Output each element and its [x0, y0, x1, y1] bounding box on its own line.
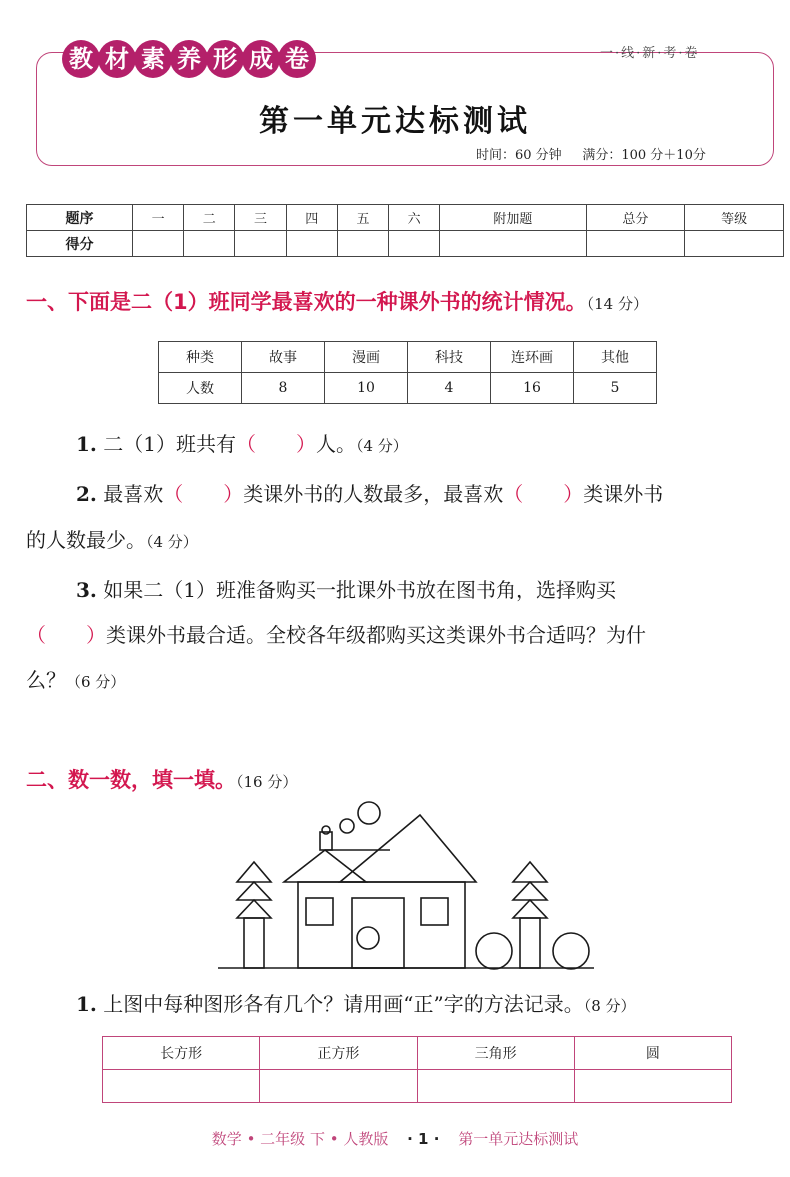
- page-number: · 1 ·: [407, 1130, 440, 1148]
- tree-trunk: [244, 918, 264, 968]
- table-cell: 10: [325, 373, 408, 404]
- table-cell: 正方形: [260, 1037, 417, 1070]
- answer-blank[interactable]: （ ）: [26, 623, 106, 647]
- section2-heading: [26, 764, 297, 794]
- question-1-1: [76, 428, 408, 457]
- header-rule: [330, 52, 592, 53]
- table-cell: 二: [184, 205, 235, 231]
- question-1-2-cont: [26, 524, 198, 553]
- question-text: 如果二（1）班准备购买一批课外书放在图书角，选择购买: [103, 578, 616, 602]
- question-text: 人。: [315, 432, 356, 456]
- exam-info: [476, 144, 706, 163]
- question-2-1: [76, 988, 636, 1017]
- tree-trunk: [520, 918, 540, 968]
- section1-heading: [26, 286, 648, 316]
- tree-triangle: [513, 900, 547, 918]
- score-cell[interactable]: [132, 231, 183, 257]
- question-1-3: [76, 574, 616, 603]
- banner-char: 成: [242, 40, 280, 78]
- series-label: 一·线·新·考·卷: [600, 46, 700, 61]
- footer-subject: 数学 • 二年级 下 • 人教版: [211, 1130, 389, 1148]
- roof-triangle-large: [340, 815, 476, 882]
- table-cell: 科技: [408, 342, 491, 373]
- table-cell: 16: [491, 373, 574, 404]
- table-cell: 人数: [159, 373, 242, 404]
- question-points: （6 分）: [66, 673, 126, 691]
- score-cell[interactable]: [286, 231, 337, 257]
- table-cell: 4: [408, 373, 491, 404]
- roof-triangle-small: [284, 850, 366, 882]
- door-circle: [357, 927, 379, 949]
- banner-char: 形: [206, 40, 244, 78]
- score-cell[interactable]: [440, 231, 586, 257]
- section1-title: 一、下面是二（1）班同学最喜欢的一种课外书的统计情况。: [26, 290, 587, 314]
- table-cell: 题序: [27, 205, 133, 231]
- score-cell[interactable]: [337, 231, 388, 257]
- table-cell: 8: [242, 373, 325, 404]
- table-row: [27, 205, 784, 231]
- score-cell[interactable]: [184, 231, 235, 257]
- shape-table: [102, 1036, 732, 1103]
- question-text: 最喜欢: [103, 482, 164, 506]
- answer-cell[interactable]: [417, 1070, 574, 1103]
- answer-blank[interactable]: （ ）: [163, 482, 244, 506]
- table-row: [159, 373, 657, 404]
- question-1-2: [76, 478, 663, 507]
- answer-cell[interactable]: [260, 1070, 417, 1103]
- score-cell[interactable]: [685, 231, 784, 257]
- score-cell[interactable]: [235, 231, 286, 257]
- banner-char: 素: [134, 40, 172, 78]
- answer-blank[interactable]: （ ）: [503, 482, 584, 506]
- table-cell: 圆: [574, 1037, 731, 1070]
- books-table: [158, 341, 657, 404]
- page-title: 第一单元达标测试: [259, 104, 531, 139]
- footer: [0, 1128, 790, 1149]
- banner-char: 养: [170, 40, 208, 78]
- banner-char: 卷: [278, 40, 316, 78]
- question-text: 二（1）班共有: [103, 432, 236, 456]
- table-cell: 附加题: [440, 205, 586, 231]
- question-number: 1.: [76, 432, 97, 456]
- tree-triangle: [237, 862, 271, 882]
- table-row: [27, 231, 784, 257]
- banner-char: 材: [98, 40, 136, 78]
- question-text: 上图中每种图形各有几个？请用画“正”字的方法记录。: [103, 992, 584, 1016]
- window: [421, 898, 448, 925]
- answer-cell[interactable]: [103, 1070, 260, 1103]
- exam-full-score: 满分：100 分＋10分: [582, 148, 706, 163]
- banner-char: 教: [62, 40, 100, 78]
- ground-circle: [476, 933, 512, 969]
- table-cell: 等级: [685, 205, 784, 231]
- table-cell: 漫画: [325, 342, 408, 373]
- question-points: （4 分）: [355, 437, 408, 455]
- answer-cell[interactable]: [574, 1070, 731, 1103]
- question-number: 2.: [76, 482, 97, 506]
- question-text: 么？: [26, 668, 66, 692]
- tree-triangle: [237, 882, 271, 900]
- smoke-circle: [358, 802, 380, 824]
- table-row: [103, 1037, 732, 1070]
- question-text: 类课外书的人数最多，最喜欢: [243, 482, 504, 506]
- score-table: [26, 204, 784, 257]
- banner: [62, 40, 314, 80]
- table-cell: 三角形: [417, 1037, 574, 1070]
- footer-unit: 第一单元达标测试: [458, 1130, 579, 1148]
- question-points: （4 分）: [146, 533, 198, 551]
- exam-time: 时间：60 分钟: [476, 148, 562, 163]
- table-cell: 四: [286, 205, 337, 231]
- table-cell: 种类: [159, 342, 242, 373]
- section2-points: （16 分）: [236, 773, 298, 791]
- score-cell[interactable]: [586, 231, 685, 257]
- answer-blank[interactable]: （ ）: [235, 432, 316, 456]
- section1-points: （14 分）: [586, 295, 648, 313]
- table-cell: 故事: [242, 342, 325, 373]
- tree-triangle: [513, 862, 547, 882]
- table-cell: 六: [389, 205, 440, 231]
- question-number: 3.: [76, 578, 97, 602]
- question-text: 类课外书最合适。全校各年级都购买这类课外书合适吗？为什: [106, 623, 646, 647]
- table-row: [103, 1070, 732, 1103]
- table-cell: 总分: [586, 205, 685, 231]
- table-cell: 五: [337, 205, 388, 231]
- question-text: 类课外书: [583, 482, 664, 506]
- score-cell[interactable]: [389, 231, 440, 257]
- question-number: 1.: [76, 992, 97, 1016]
- smoke-circle: [340, 819, 354, 833]
- house-figure: [210, 800, 600, 975]
- tree-triangle: [237, 900, 271, 918]
- question-points: （8 分）: [583, 997, 636, 1015]
- table-row: [159, 342, 657, 373]
- tree-triangle: [513, 882, 547, 900]
- table-cell: 连环画: [491, 342, 574, 373]
- table-cell: 长方形: [103, 1037, 260, 1070]
- question-1-3-cont2: [26, 664, 125, 693]
- ground-circle: [553, 933, 589, 969]
- table-cell: 一: [132, 205, 183, 231]
- window: [306, 898, 333, 925]
- question-1-3-cont: [26, 619, 646, 648]
- table-cell: 5: [574, 373, 657, 404]
- table-cell: 其他: [574, 342, 657, 373]
- table-cell: 三: [235, 205, 286, 231]
- section2-title: 二、数一数，填一填。: [26, 768, 236, 792]
- table-cell: 得分: [27, 231, 133, 257]
- question-text: 的人数最少。: [26, 528, 146, 552]
